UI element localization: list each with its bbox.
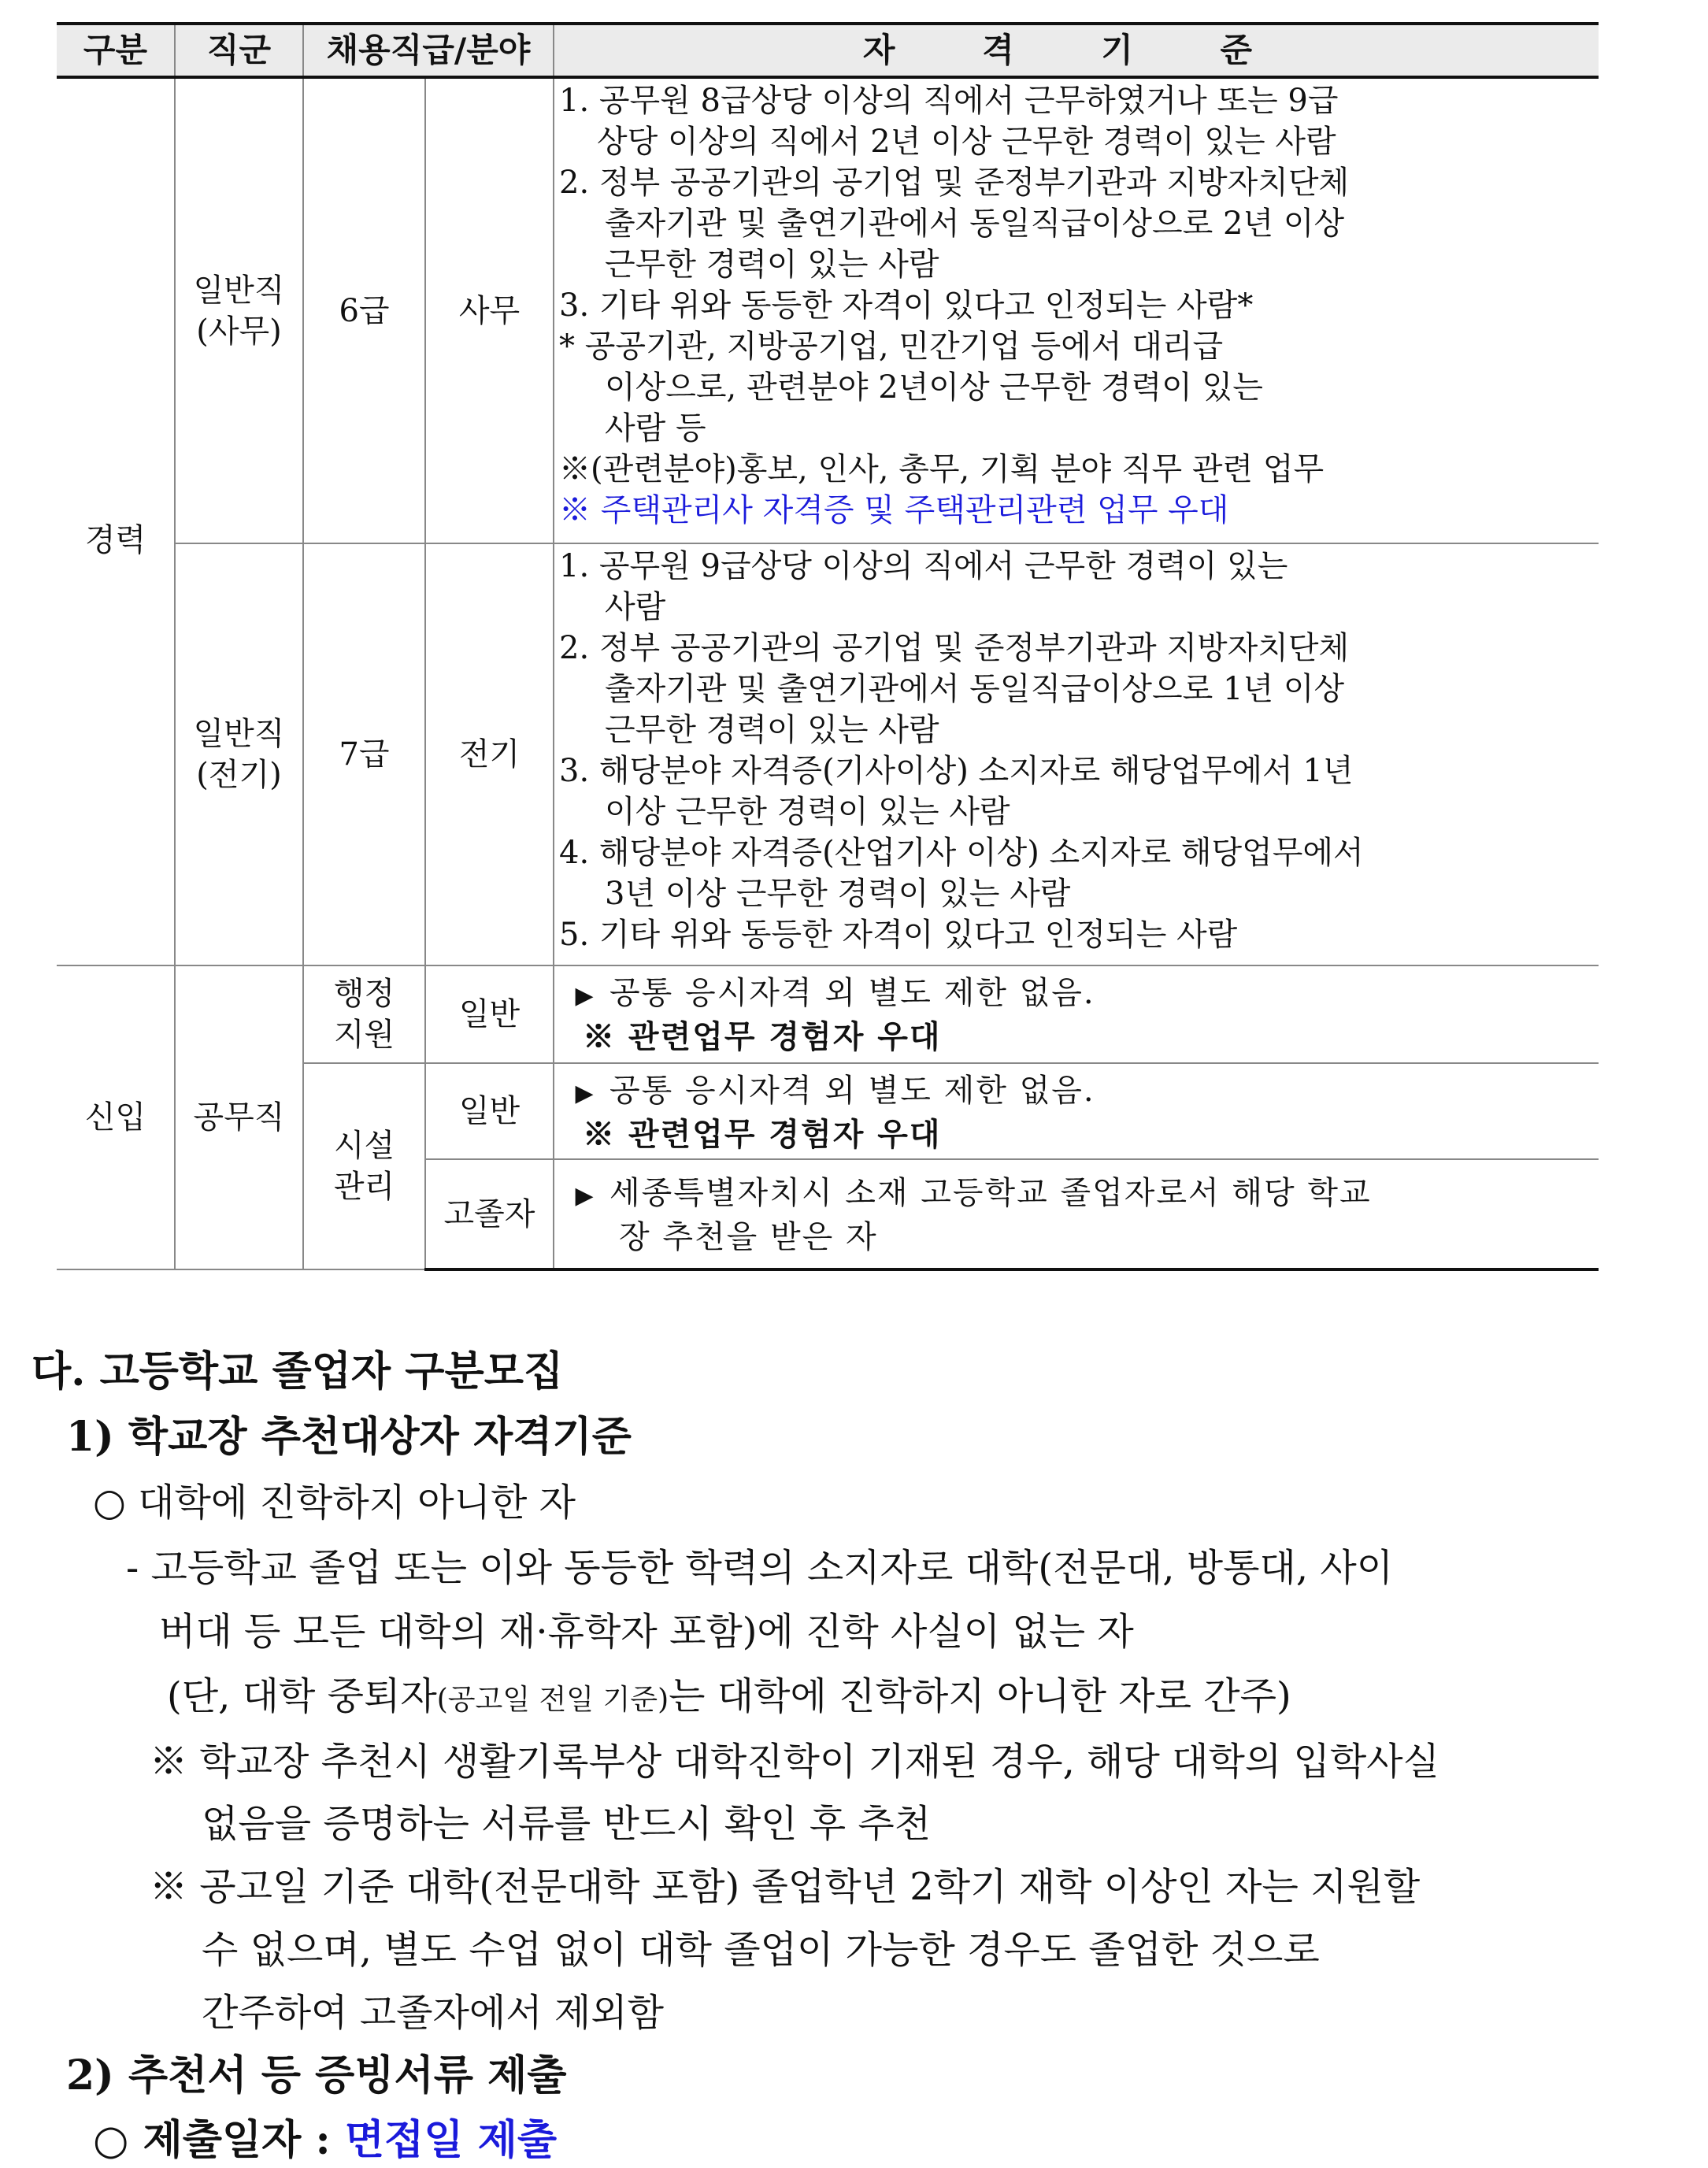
criteria-line: 근무한 경력이 있는 사람 <box>605 712 939 748</box>
field-line: 관리 <box>333 1169 395 1205</box>
criteria-preference-note: ※ 관련업무 경험자 우대 <box>583 1116 942 1153</box>
list-item: - 고등학교 졸업 또는 이와 동등한 학력의 소지자로 대학(전문대, 방통대, 사이 <box>126 1546 1394 1590</box>
category-newcomer: 신입 <box>57 965 175 1269</box>
header-grade-field: 채용직급/분야 <box>303 24 554 77</box>
criteria-line: 사람 <box>605 589 666 625</box>
criteria-line: 출자기관 및 출연기관에서 동일직급이상으로 1년 이상 <box>605 671 1345 707</box>
criteria-line: 1. 공무원 9급상당 이상의 직에서 근무한 경력이 있는 <box>559 548 1288 584</box>
criteria-preference-note: ※ 주택관리사 자격증 및 주택관리관련 업무 우대 <box>559 492 1229 528</box>
triangle-bullet-icon: ▶ <box>575 1182 594 1210</box>
note-small-text: (공고일 전일 기준) <box>436 1684 669 1716</box>
job-group-public-service: 공무직 <box>175 965 303 1269</box>
job-group-line: 일반직 <box>193 272 285 309</box>
criteria-admin-support <box>554 965 1599 1063</box>
job-group-line: (사무) <box>196 313 282 350</box>
criteria-line: 이상으로, 관련분야 2년이상 근무한 경력이 있는 <box>605 369 1263 406</box>
reference-note: ※ 공고일 기준 대학(전문대학 포함) 졸업학년 2학기 재학 이상인 자는 지원할 <box>150 1865 1421 1909</box>
table-row <box>57 965 1599 1063</box>
criteria-line: 1. 공무원 8급상당 이상의 직에서 근무하였거나 또는 9급 <box>559 83 1339 119</box>
field-admin-support <box>303 965 425 1063</box>
criteria-line: 3년 이상 근무한 경력이 있는 사람 <box>605 876 1071 912</box>
criteria-line: ※(관련분야)홍보, 인사, 총무, 기획 분야 직무 관련 업무 <box>559 451 1325 487</box>
note-text: (단, 대학 중퇴자 <box>167 1674 437 1718</box>
reference-note: 간주하여 고졸자에서 제외함 <box>202 1991 664 2035</box>
grade-6: 6급 <box>303 77 425 543</box>
field-admin: 사무 <box>425 77 554 543</box>
criteria-line: 장 추천을 받은 자 <box>619 1219 878 1255</box>
header-job-group: 직군 <box>175 24 303 77</box>
note-text: 는 대학에 진학하지 아니한 자로 간주) <box>669 1674 1291 1718</box>
criteria-line <box>559 1070 1592 1114</box>
sub-general: 일반 <box>425 1063 554 1159</box>
criteria-facility-highschool <box>554 1159 1599 1269</box>
criteria-line: 4. 해당분야 자격증(산업기사 이상) 소지자로 해당업무에서 <box>559 835 1364 871</box>
grade-7: 7급 <box>303 543 425 965</box>
field-facility <box>303 1063 425 1269</box>
job-group-line: (전기) <box>196 757 282 793</box>
list-item: 버대 등 모든 대학의 재·휴학자 포함)에 진학 사실이 없는 자 <box>159 1610 1134 1654</box>
table-row <box>57 543 1599 965</box>
submission-date-label: ○ 제출일자 : <box>93 2116 345 2164</box>
criteria-line <box>559 973 1592 1017</box>
reference-note: ※ 학교장 추천시 생활기록부상 대학진학이 기재된 경우, 해당 대학의 입학사실 <box>150 1740 1439 1784</box>
job-group-electric <box>175 543 303 965</box>
triangle-bullet-icon: ▶ <box>575 982 594 1010</box>
list-item <box>167 1673 1291 1724</box>
subsection-title: 1) 학교장 추천대상자 자격기준 <box>66 1413 632 1461</box>
header-criteria: 자 격 기 준 <box>554 24 1599 77</box>
criteria-line: 근무한 경력이 있는 사람 <box>605 246 939 283</box>
triangle-bullet-icon: ▶ <box>575 1080 594 1107</box>
criteria-line: 출자기관 및 출연기관에서 동일직급이상으로 2년 이상 <box>605 206 1345 242</box>
criteria-preference-note: ※ 관련업무 경험자 우대 <box>583 1018 942 1055</box>
criteria-line: 3. 해당분야 자격증(기사이상) 소지자로 해당업무에서 1년 <box>559 753 1354 789</box>
criteria-line: 3. 기타 위와 동등한 자격이 있다고 인정되는 사람* <box>559 287 1254 324</box>
sub-highschool: 고졸자 <box>425 1159 554 1269</box>
field-line: 행정 <box>333 976 395 1012</box>
criteria-line: 2. 정부 공공기관의 공기업 및 준정부기관과 지방자치단체 <box>559 165 1350 201</box>
table-row <box>57 77 1599 543</box>
field-electric: 전기 <box>425 543 554 965</box>
criteria-electric <box>554 543 1599 965</box>
submission-date-value: 면접일 제출 <box>344 2116 558 2164</box>
criteria-line: 5. 기타 위와 동등한 자격이 있다고 인정되는 사람 <box>559 917 1238 953</box>
reference-note: 수 없으며, 별도 수업 없이 대학 졸업이 가능한 경우도 졸업한 것으로 <box>202 1928 1320 1972</box>
criteria-line: 2. 정부 공공기관의 공기업 및 준정부기관과 지방자치단체 <box>559 630 1350 666</box>
field-line: 지원 <box>333 1017 395 1053</box>
criteria-line <box>559 1173 1592 1217</box>
sub-general: 일반 <box>425 965 554 1063</box>
category-career: 경력 <box>57 77 175 965</box>
qualification-table <box>57 22 1599 1271</box>
criteria-facility-general <box>554 1063 1599 1159</box>
header-category: 구분 <box>57 24 175 77</box>
criteria-line: * 공공기관, 지방공기업, 민간기업 등에서 대리급 <box>559 328 1224 365</box>
job-group-line: 일반직 <box>193 716 285 752</box>
job-group-admin <box>175 77 303 543</box>
criteria-line: 사람 등 <box>605 410 706 447</box>
list-item <box>93 2117 557 2164</box>
section-title: 다. 고등학교 졸업자 구분모집 <box>31 1347 564 1395</box>
criteria-text: 공통 응시자격 외 별도 제한 없음. <box>609 1073 1095 1109</box>
field-line: 시설 <box>333 1128 395 1164</box>
criteria-text: 공통 응시자격 외 별도 제한 없음. <box>609 975 1095 1011</box>
reference-note: 없음을 증명하는 서류를 반드시 확인 후 추천 <box>202 1802 932 1846</box>
table-header-row <box>57 24 1599 77</box>
subsection-title: 2) 추천서 등 증빙서류 제출 <box>66 2051 567 2099</box>
criteria-text: 세종특별자치시 소재 고등학교 졸업자로서 해당 학교 <box>609 1175 1372 1211</box>
criteria-admin <box>554 77 1599 543</box>
criteria-line: 상당 이상의 직에서 2년 이상 근무한 경력이 있는 사람 <box>597 124 1336 160</box>
list-item: ○ 대학에 진학하지 아니한 자 <box>93 1481 576 1525</box>
criteria-line: 이상 근무한 경력이 있는 사람 <box>605 794 1010 830</box>
